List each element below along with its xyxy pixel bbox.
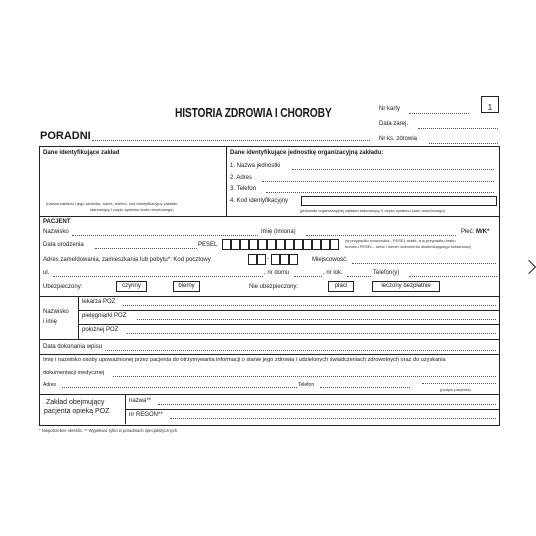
data-zarej-field[interactable] bbox=[418, 128, 498, 129]
phone-label: Telefon(y) bbox=[373, 270, 400, 276]
midwife-label: położnej POZ bbox=[82, 327, 119, 333]
uninsured-pays-option[interactable]: płaci bbox=[328, 281, 354, 292]
authorized-phone-label: Telefon bbox=[298, 382, 315, 388]
nurse-label: pielęgniarki POZ bbox=[82, 313, 127, 319]
page-number-box bbox=[481, 96, 499, 113]
pesel-digit[interactable] bbox=[267, 239, 276, 250]
surname-field[interactable] bbox=[72, 235, 258, 236]
insured-active-option[interactable]: czynny bbox=[116, 281, 147, 292]
postal-code-digit[interactable] bbox=[280, 254, 289, 265]
authorized-address-field[interactable] bbox=[62, 387, 297, 388]
nurse-field[interactable] bbox=[137, 319, 496, 320]
house-number-field[interactable] bbox=[294, 276, 322, 277]
postal-code-digit[interactable] bbox=[248, 254, 257, 265]
street-label: ul. bbox=[43, 270, 50, 276]
form-title: HISTORIA ZDROWIA I CHOROBY bbox=[175, 106, 332, 120]
pesel-digit[interactable] bbox=[231, 239, 240, 250]
staff-line-1 bbox=[78, 310, 499, 311]
authorized-phone-field[interactable] bbox=[320, 387, 410, 388]
patient-signature-label: (podpis pacjenta) bbox=[440, 387, 471, 392]
nr-ks-label: Nr ks. zdrowia bbox=[379, 136, 418, 142]
authorized-text-1: Imię i nazwisko osoby upoważnionej przez pacjenta do otrzymywania informacji o stanie jego zdrowia i udzielonych świadczeniach zdrowotnych oraz do uzyskania bbox=[43, 357, 446, 363]
facility-left-note-2: stanowiący I część systemu kodu resortowego) bbox=[90, 207, 174, 212]
unit-code-label: 4. Kod identyfikacyjny bbox=[230, 198, 289, 204]
staff-line-2 bbox=[78, 324, 499, 325]
page-number: 1 bbox=[487, 103, 493, 112]
pesel-digit[interactable] bbox=[258, 239, 267, 250]
pesel-digit[interactable] bbox=[312, 239, 321, 250]
house-number-label: , nr domu bbox=[264, 270, 290, 276]
patient-bottom-line bbox=[39, 296, 499, 297]
patient-signature-field[interactable] bbox=[422, 383, 496, 384]
authorized-address-label: Adres bbox=[43, 382, 57, 388]
staff-label-2: i imię bbox=[43, 319, 58, 325]
doctor-field[interactable] bbox=[123, 305, 496, 306]
city-field[interactable] bbox=[352, 263, 496, 264]
birth-date-label: Data urodzenia bbox=[43, 242, 84, 248]
unit-phone-label: 3. Telefon bbox=[230, 186, 256, 192]
poradni-field[interactable] bbox=[92, 140, 370, 141]
uninsured-free-option[interactable]: leczony bezpłatnie bbox=[372, 281, 440, 292]
unit-code-note: (jednostki organizacyjnej zakładu stanowiący V część systemu kodu resortowego) bbox=[300, 208, 445, 213]
facility-bottom-line bbox=[39, 216, 499, 217]
flat-number-field[interactable] bbox=[347, 276, 371, 277]
address-label: Adres zameldowania, zamieszkania lub pobytu*: Kod pocztowy bbox=[43, 257, 211, 263]
pesel-digit[interactable] bbox=[303, 239, 312, 250]
doctor-label: lekarza POZ bbox=[82, 299, 116, 305]
insured-passive-option[interactable]: bierny bbox=[173, 281, 200, 292]
pesel-digit[interactable] bbox=[240, 239, 249, 250]
poz-label-2: pacjenta opieką POZ bbox=[44, 408, 110, 415]
sex-value[interactable]: M/K* bbox=[476, 229, 490, 235]
pesel-label: PESEL bbox=[198, 242, 218, 248]
insured-label: Ubezpieczony: bbox=[43, 284, 83, 290]
authorized-text-2: dokumentacji medycznej bbox=[43, 370, 105, 376]
data-zarej-label: Data zarej. bbox=[379, 121, 409, 127]
postal-code-digit[interactable] bbox=[289, 254, 298, 265]
facility-left-title: Dane identyfikujące zakład bbox=[43, 150, 120, 156]
pesel-digit[interactable] bbox=[249, 239, 258, 250]
sex-text: Płeć: bbox=[461, 229, 475, 235]
patient-section-title: PACJENT bbox=[43, 219, 71, 225]
midwife-field[interactable] bbox=[127, 333, 496, 334]
authorized-bottom-line bbox=[39, 394, 499, 395]
pesel-note-1: (w przypadku noworodka - PESEL matki, a w przypadku braku bbox=[345, 238, 456, 243]
uninsured-label: Nie ubezpieczony: bbox=[249, 284, 299, 290]
pesel-digit[interactable] bbox=[285, 239, 294, 250]
nr-karty-label: Nr karty bbox=[379, 106, 400, 112]
authorized-field[interactable] bbox=[113, 376, 496, 377]
pesel-digit[interactable] bbox=[276, 239, 285, 250]
pesel-note-2: numeru PESEL - seria i numer dokumentu stwierdzającego tożsamość) bbox=[345, 244, 472, 249]
street-field[interactable] bbox=[53, 276, 263, 277]
flat-number-label: , nr lok. bbox=[323, 270, 343, 276]
postal-code-digit[interactable] bbox=[271, 254, 280, 265]
facility-right-title: Dane identyfikujące jednostkę organizacyjną zakładu: bbox=[230, 150, 384, 156]
pesel-digit[interactable] bbox=[321, 239, 330, 250]
city-label: Miejscowość: bbox=[312, 257, 348, 263]
poz-name-label: nazwa** bbox=[129, 398, 152, 404]
facility-left-note-1: (nazwa zakładu i jego siedziba, adres, telefon, kod identyfikacyjny zakładu bbox=[46, 201, 178, 206]
entry-date-field[interactable] bbox=[105, 350, 496, 351]
poradni-label: PORADNI bbox=[40, 130, 91, 142]
poz-regon-field[interactable] bbox=[170, 418, 496, 419]
postal-code-digit[interactable] bbox=[257, 254, 266, 265]
unit-phone-field[interactable] bbox=[266, 192, 494, 193]
surname-label: Nazwisko bbox=[43, 229, 69, 235]
staff-divider bbox=[78, 296, 79, 339]
unit-address-field[interactable] bbox=[262, 181, 494, 182]
sex-label bbox=[461, 229, 489, 236]
poz-regon-label: nr REGON** bbox=[129, 412, 163, 418]
unit-name-label: 1. Nazwa jednostki bbox=[230, 163, 281, 169]
staff-label-1: Nazwisko bbox=[43, 309, 69, 315]
entry-date-label: Data dokonania wpisu bbox=[43, 344, 103, 350]
pesel-digit[interactable] bbox=[330, 239, 339, 250]
nr-karty-field[interactable] bbox=[409, 113, 469, 114]
poz-label-1: Zakład obejmujący bbox=[46, 399, 105, 406]
entry-bottom-line bbox=[39, 354, 499, 355]
chevron-right-icon[interactable] bbox=[522, 260, 536, 274]
poz-name-field[interactable] bbox=[158, 404, 496, 405]
first-name-field[interactable] bbox=[306, 235, 456, 236]
pesel-digit[interactable] bbox=[222, 239, 231, 250]
postal-code-dash: - bbox=[267, 256, 269, 262]
birth-date-field[interactable] bbox=[95, 248, 197, 249]
pesel-digit[interactable] bbox=[294, 239, 303, 250]
footnote: * Niepotrzebne skreślić. ** Wypełniać tylko w poradniach specjalistycznych. bbox=[39, 428, 179, 433]
phone-field[interactable] bbox=[409, 276, 497, 277]
staff-bottom-line bbox=[39, 339, 499, 340]
nr-ks-field[interactable] bbox=[429, 143, 498, 144]
unit-name-field[interactable] bbox=[292, 169, 494, 170]
unit-code-field[interactable] bbox=[301, 196, 497, 206]
facility-divider bbox=[226, 146, 227, 216]
unit-address-label: 2. Adres bbox=[230, 175, 253, 181]
first-name-label: Imię (imiona) bbox=[261, 229, 296, 235]
poz-middle-line bbox=[125, 409, 499, 410]
